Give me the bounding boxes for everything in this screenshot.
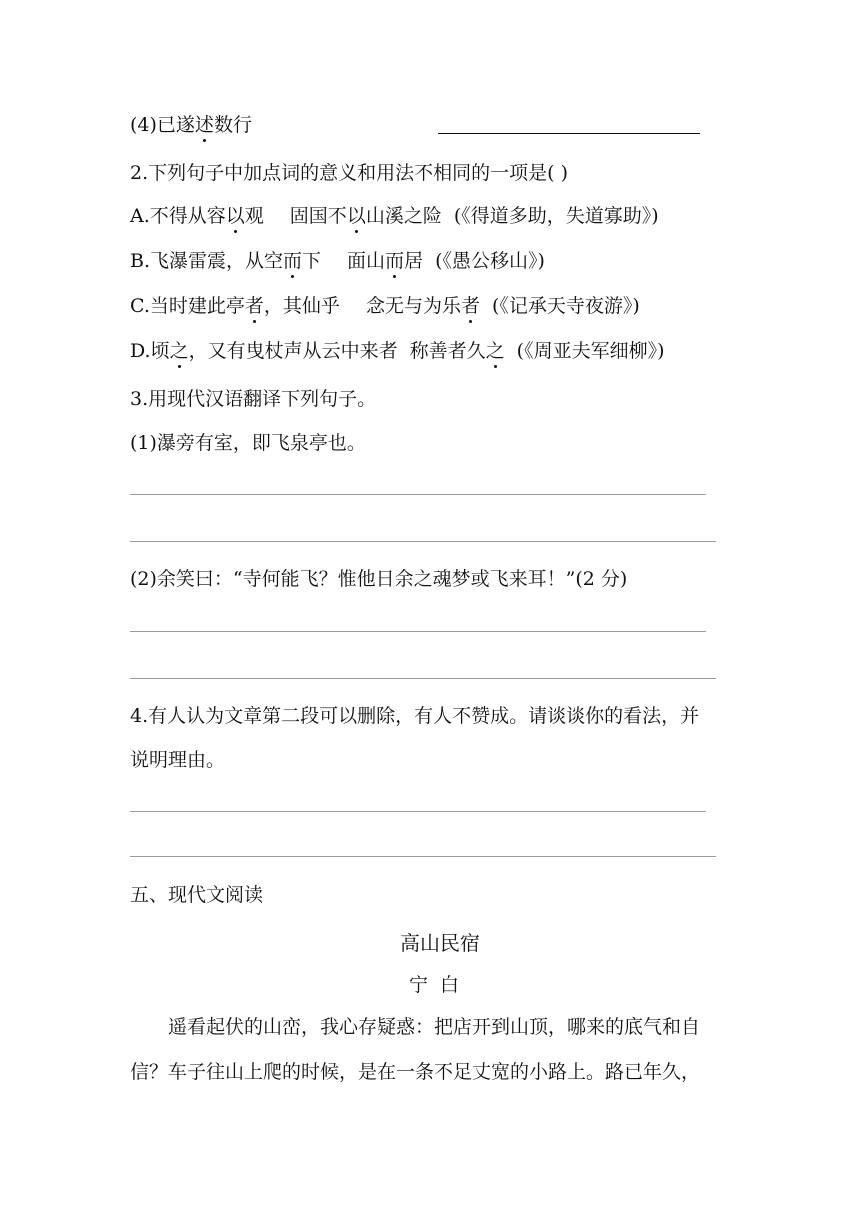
dotted-char: 而 bbox=[385, 250, 405, 272]
question-3-sentence-1: (1)瀑旁有室，即飞泉亭也。 bbox=[130, 432, 366, 454]
dotted-char: 以 bbox=[346, 205, 366, 227]
option-d[interactable]: D.顷之，又有曳杖声从云中来者 称善者久之 (《周亚夫军细柳》) bbox=[130, 340, 665, 362]
option-a[interactable]: A.不得从容以观 固国不以山溪之险 (《得道多助，失道寡助》) bbox=[130, 205, 659, 227]
article-author: 宁白 bbox=[408, 974, 471, 996]
question-4-line-2: 说明理由。 bbox=[130, 749, 226, 771]
dotted-char: 者 bbox=[460, 295, 480, 317]
article-title: 高山民宿 bbox=[400, 931, 480, 955]
question-3-sentence-2: (2)余笑曰：“寺何能飞？惟他日余之魂梦或飞来耳！”(2 分) bbox=[130, 568, 628, 590]
question-3-stem: 3.用现代汉语翻译下列句子。 bbox=[130, 388, 377, 410]
answer-line[interactable] bbox=[130, 811, 706, 812]
option-b[interactable]: B.飞瀑雷震，从空而下 面山而居 (《愚公移山》) bbox=[130, 250, 545, 272]
question-2-stem: 2.下列句子中加点词的意义和用法不相同的一项是( ) bbox=[130, 162, 568, 184]
answer-line[interactable] bbox=[130, 494, 706, 495]
article-paragraph-line-2: 信？车子往山上爬的时候，是在一条不足丈宽的小路上。路已年久， bbox=[130, 1061, 701, 1083]
question-4-line-1: 4.有人认为文章第二段可以删除，有人不赞成。请谈谈你的看法，并 bbox=[130, 705, 700, 727]
answer-line[interactable] bbox=[130, 678, 716, 679]
dotted-char: 之 bbox=[485, 340, 505, 362]
answer-line[interactable] bbox=[130, 631, 706, 632]
dotted-char: 述 bbox=[194, 114, 214, 136]
option-c-source: (《记承天寺夜游》) bbox=[491, 295, 640, 317]
dotted-char: 者 bbox=[244, 295, 264, 317]
option-b-source: (《愚公移山》) bbox=[435, 250, 545, 272]
question-1-4: (4)已遂述数行 bbox=[130, 114, 252, 136]
article-paragraph-line-1: 遥看起伏的山峦，我心存疑惑：把店开到山顶，哪来的底气和自 bbox=[168, 1016, 701, 1038]
answer-line[interactable] bbox=[130, 856, 716, 857]
dotted-char: 之 bbox=[169, 340, 189, 362]
dotted-char: 以 bbox=[225, 205, 245, 227]
section-heading: 五、现代文阅读 bbox=[130, 884, 264, 906]
dotted-char: 而 bbox=[283, 250, 303, 272]
option-a-source: (《得道多助，失道寡助》) bbox=[453, 205, 659, 227]
answer-line[interactable] bbox=[130, 541, 716, 542]
option-d-source: (《周亚夫军细柳》) bbox=[516, 340, 665, 362]
option-c[interactable]: C.当时建此亭者，其仙乎 念无与为乐者 (《记承天寺夜游》) bbox=[130, 295, 640, 317]
answer-blank-1-4[interactable] bbox=[438, 133, 700, 134]
